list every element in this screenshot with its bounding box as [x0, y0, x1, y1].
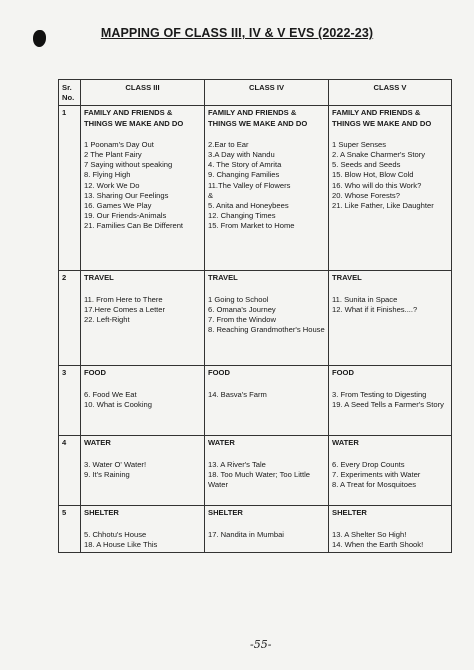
class-cell-c3 [81, 506, 205, 553]
sr-number: 5 [59, 506, 81, 553]
category-label: FOOD [332, 368, 354, 378]
category-label: WATER [332, 438, 359, 448]
chapter-item: 16. Games We Play [84, 201, 152, 211]
category-label: TRAVEL [208, 273, 238, 283]
chapter-item: 13. A River's Tale [208, 459, 266, 469]
chapter-item: 2 The Plant Fairy [84, 150, 142, 160]
chapter-item: 5. Seeds and Seeds [332, 160, 401, 170]
class-cell-c5 [329, 366, 452, 436]
page-number: -55- [250, 638, 272, 651]
chapter-item: 1 Poonam's Day Out [84, 139, 154, 149]
chapter-item: 3. From Testing to Digesting [332, 389, 427, 399]
header-class3: CLASS III [81, 80, 205, 106]
category-label: FAMILY AND FRIENDS & THINGS WE MAKE AND DO [332, 108, 432, 128]
class-cell-c3 [81, 271, 205, 366]
table-row [59, 366, 452, 436]
class-cell-c3 [81, 436, 205, 506]
chapter-item: 9. Changing Families [208, 170, 280, 180]
chapter-item: 16. Who will do this Work? [332, 180, 422, 190]
sr-number: 2 [59, 271, 81, 366]
chapter-item: 1 Super Senses [332, 139, 387, 149]
chapter-item: 6. Every Drop Counts [332, 459, 405, 469]
chapter-item: & [208, 190, 214, 200]
chapter-item: 1 Going to School [208, 294, 269, 304]
category-label: TRAVEL [332, 273, 362, 283]
chapter-item: 12. What if it Finishes....? [332, 304, 418, 314]
table-row [59, 271, 452, 366]
class-cell-c4 [205, 271, 329, 366]
class-cell-c3 [81, 366, 205, 436]
chapter-item: 15. From Market to Home [208, 221, 295, 231]
class-cell-c5 [329, 506, 452, 553]
class-cell-c3 [81, 106, 205, 271]
chapter-item: 15. Blow Hot, Blow Cold [332, 170, 414, 180]
chapter-item: 8. Flying High [84, 170, 131, 180]
table-row [59, 506, 452, 553]
category-label: WATER [84, 438, 111, 448]
chapter-item: 7 Saying without speaking [84, 160, 173, 170]
chapter-item: 8. A Treat for Mosquitoes [332, 480, 416, 490]
page-title: MAPPING OF CLASS III, IV & V EVS (2022-23) [100, 26, 374, 40]
sr-number: 3 [59, 366, 81, 436]
chapter-item: 18. A House Like This [84, 539, 158, 549]
table-row [59, 106, 452, 271]
category-label: SHELTER [84, 508, 119, 518]
class-cell-c4 [205, 106, 329, 271]
category-label: FOOD [84, 368, 106, 378]
chapter-item: 11. Sunita in Space [332, 294, 398, 304]
chapter-item: 2.Ear to Ear [208, 139, 249, 149]
sr-number: 4 [59, 436, 81, 506]
chapter-item: 6. Food We Eat [84, 389, 137, 399]
chapter-item: 22. Left-Right [84, 315, 130, 325]
class-cell-c5 [329, 106, 452, 271]
chapter-item: 7. From the Window [208, 315, 276, 325]
chapter-item: 19. Our Friends-Animals [84, 211, 167, 221]
header-row [59, 80, 452, 106]
class-cell-c5 [329, 271, 452, 366]
mapping-table [58, 79, 452, 553]
chapter-item: 10. What is Cooking [84, 399, 152, 409]
chapter-item: 9. It's Raining [84, 469, 130, 479]
chapter-item: 6. Omana's Journey [208, 304, 276, 314]
chapter-item: 18. Too Much Water; Too Little Water [208, 469, 311, 490]
chapter-item: 3. Water O' Water! [84, 459, 147, 469]
category-label: FAMILY AND FRIENDS & THINGS WE MAKE AND DO [84, 108, 184, 128]
chapter-item: 2. A Snake Charmer's Story [332, 150, 426, 160]
category-label: SHELTER [208, 508, 243, 518]
chapter-item: 7. Experiments with Water [332, 469, 421, 479]
chapter-item: 21. Like Father, Like Daughter [332, 201, 434, 211]
class-cell-c5 [329, 436, 452, 506]
category-label: TRAVEL [84, 273, 114, 283]
class-cell-c4 [205, 506, 329, 553]
chapter-item: 11. From Here to There [84, 294, 163, 304]
chapter-item: 8. Reaching Grandmother's House [208, 325, 325, 335]
sr-number: 1 [59, 106, 81, 271]
class-cell-c4 [205, 366, 329, 436]
header-sr: Sr. No. [59, 80, 81, 106]
category-label: FOOD [208, 368, 230, 378]
chapter-item: 13. A Shelter So High! [332, 529, 407, 539]
chapter-item: 12. Work We Do [84, 180, 140, 190]
chapter-item: 5. Anita and Honeybees [208, 201, 289, 211]
chapter-item: 11.The Valley of Flowers [208, 180, 291, 190]
class-cell-c4 [205, 436, 329, 506]
category-label: SHELTER [332, 508, 367, 518]
chapter-item: 19. A Seed Tells a Farmer's Story [332, 399, 444, 409]
header-class5: CLASS V [329, 80, 452, 106]
header-class4: CLASS IV [205, 80, 329, 106]
chapter-item: 17.Here Comes a Letter [84, 304, 166, 314]
category-label: FAMILY AND FRIENDS & THINGS WE MAKE AND DO [208, 108, 308, 128]
chapter-item: 14. When the Earth Shook! [332, 539, 424, 549]
category-label: WATER [208, 438, 235, 448]
chapter-item: 21. Families Can Be Different [84, 221, 184, 231]
chapter-item: 12. Changing Times [208, 211, 276, 221]
chapter-item: 3.A Day with Nandu [208, 150, 275, 160]
chapter-item: 4. The Story of Amrita [208, 160, 282, 170]
table-row [59, 436, 452, 506]
chapter-item: 14. Basva's Farm [208, 389, 267, 399]
chapter-item: 20. Whose Forests? [332, 190, 400, 200]
chapter-item: 13. Sharing Our Feelings [84, 190, 169, 200]
chapter-item: 17. Nandita in Mumbai [208, 529, 284, 539]
chapter-item: 5. Chhotu's House [84, 529, 147, 539]
